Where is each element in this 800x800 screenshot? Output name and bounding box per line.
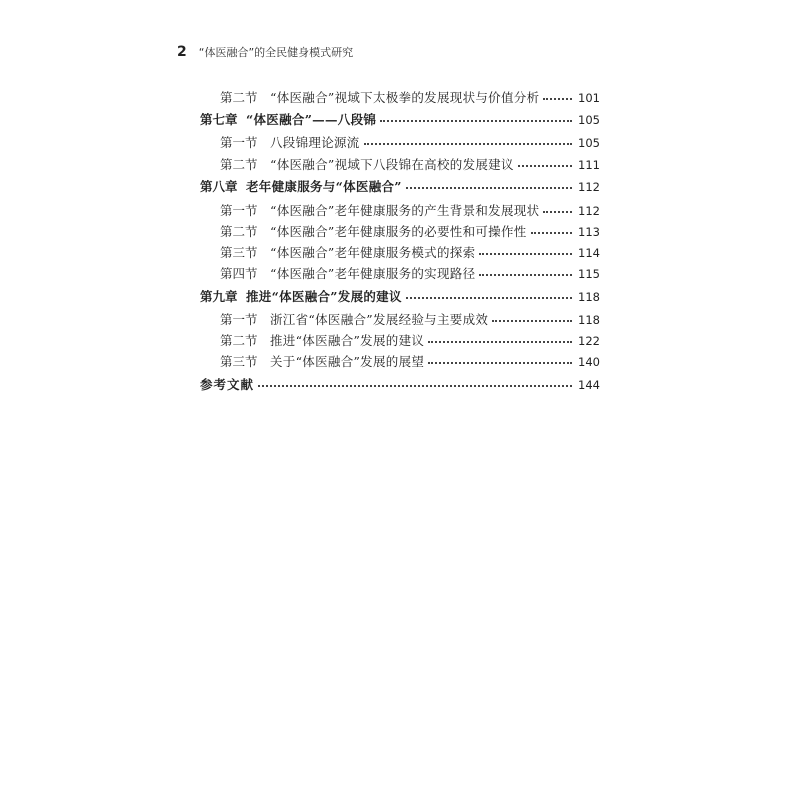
toc-section-number: 第三节: [220, 354, 258, 369]
toc-page-number: 118: [578, 313, 600, 327]
toc-entry: [220, 133, 600, 151]
toc-chapter-number: 第七章: [200, 112, 238, 127]
dot-leader: [428, 354, 572, 366]
toc-chapter-entry: [200, 177, 600, 195]
toc-section-title: 推进“体医融合”发展的建议: [270, 333, 425, 348]
toc-section-number: 第二节: [220, 90, 258, 105]
dot-leader: [492, 312, 572, 324]
toc-section-title: “体医融合”老年健康服务的必要性和可操作性: [270, 224, 527, 239]
toc-chapter-number: 第八章: [200, 179, 238, 194]
toc-page-number: 114: [578, 246, 600, 260]
toc-section-number: 第一节: [220, 135, 258, 150]
toc-page-number: 140: [578, 355, 600, 369]
dot-leader: [543, 203, 572, 215]
toc-page-number: 112: [578, 180, 600, 194]
toc-entry: [220, 222, 600, 240]
dot-leader: [479, 266, 572, 278]
toc-section-title: “体医融合”视域下八段锦在高校的发展建议: [270, 157, 514, 172]
toc-section-number: 第三节: [220, 245, 258, 260]
toc-page-number: 101: [578, 91, 600, 105]
toc-entry: [220, 331, 600, 349]
toc-section-number: 第二节: [220, 224, 258, 239]
toc-section-number: 第二节: [220, 333, 258, 348]
toc-section-title: “体医融合”老年健康服务的产生背景和发展现状: [270, 203, 540, 218]
toc-section-title: 浙江省“体医融合”发展经验与主要成效: [270, 312, 489, 327]
toc-section-title: 八段锦理论源流: [270, 135, 360, 150]
toc-chapter-title: “体医融合”——八段锦: [246, 112, 377, 127]
toc-page-number: 105: [578, 136, 600, 150]
toc-page-number: 112: [578, 204, 600, 218]
running-title: “体医融合”的全民健身模式研究: [198, 46, 354, 59]
toc-chapter-entry: [200, 110, 600, 128]
page-number: 2: [177, 44, 187, 60]
dot-leader: [518, 157, 572, 169]
toc-section-title: “体医融合”老年健康服务模式的探索: [270, 245, 476, 260]
dot-leader: [258, 377, 572, 389]
toc-chapter-entry: [200, 287, 600, 305]
toc-section-title: “体医融合”视域下太极拳的发展现状与价值分析: [270, 90, 540, 105]
toc-page-number: 113: [578, 225, 600, 239]
toc-section-number: 第二节: [220, 157, 258, 172]
dot-leader: [406, 179, 572, 191]
page-header: [177, 44, 353, 60]
dot-leader: [531, 224, 572, 236]
toc-entry: [220, 88, 600, 106]
toc-references-entry: [200, 375, 600, 393]
toc-chapter-title: 老年健康服务与“体医融合”: [246, 179, 402, 194]
toc-chapter-title: 推进“体医融合”发展的建议: [246, 289, 402, 304]
toc-page-number: 144: [578, 378, 600, 392]
dot-leader: [543, 90, 572, 102]
toc-entry: [220, 310, 600, 328]
toc-entry: [220, 201, 600, 219]
toc-section-title: “体医融合”老年健康服务的实现路径: [270, 266, 476, 281]
toc-page-number: 122: [578, 334, 600, 348]
toc-page-number: 118: [578, 290, 600, 304]
toc-entry: [220, 243, 600, 261]
toc-entry: [220, 155, 600, 173]
toc-page-number: 105: [578, 113, 600, 127]
toc-section-number: 第一节: [220, 312, 258, 327]
dot-leader: [380, 112, 572, 124]
toc-section-number: 第四节: [220, 266, 258, 281]
toc-page-number: 115: [578, 267, 600, 281]
dot-leader: [364, 135, 572, 147]
dot-leader: [428, 333, 572, 345]
dot-leader: [406, 289, 572, 301]
toc-section-number: 第一节: [220, 203, 258, 218]
toc-references-title: 参考文献: [200, 377, 255, 392]
dot-leader: [479, 245, 572, 257]
toc-chapter-number: 第九章: [200, 289, 238, 304]
toc-entry: [220, 352, 600, 370]
toc-entry: [220, 264, 600, 282]
toc-section-title: 关于“体医融合”发展的展望: [270, 354, 425, 369]
toc-page-number: 111: [578, 158, 600, 172]
